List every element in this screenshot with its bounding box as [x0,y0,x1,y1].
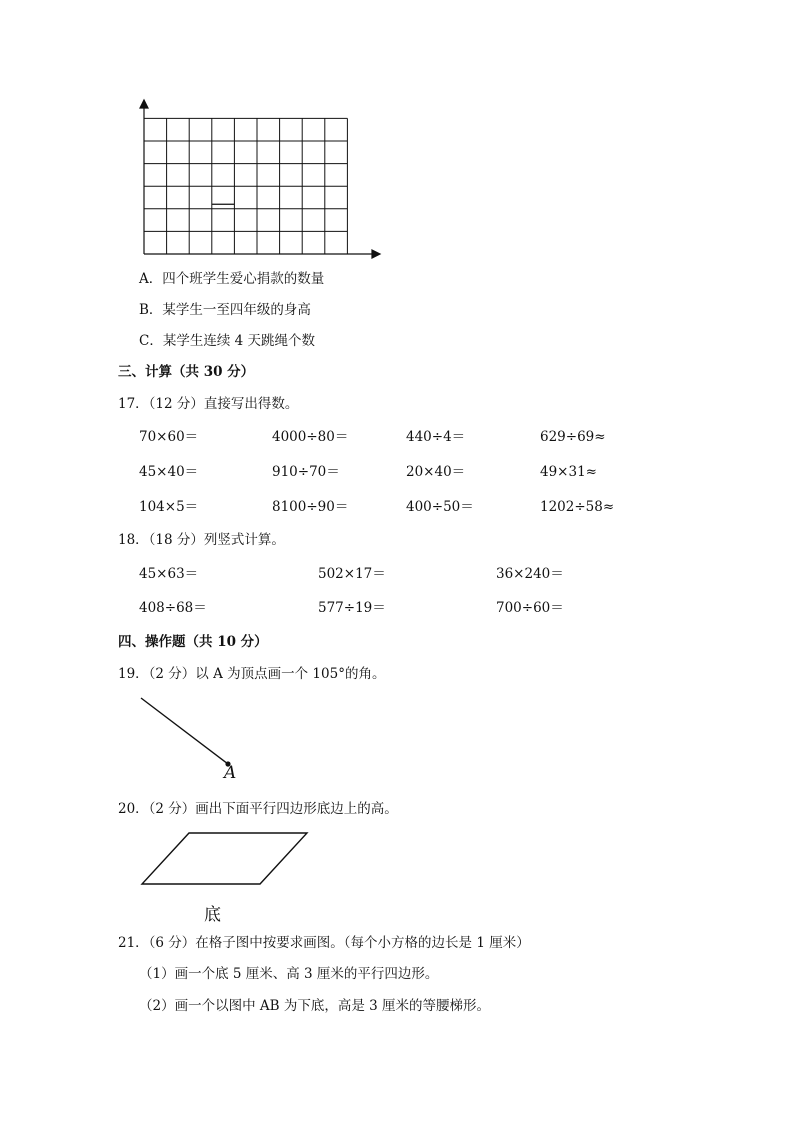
q17-cell: 70×60＝ [139,429,199,445]
q17-cell: 49×31≈ [540,464,597,480]
option-b: B．某学生一至四年级的身高 [139,302,311,318]
q18-cell: 408÷68＝ [139,600,207,616]
section4-heading: 四、操作题（共 10 分） [118,634,268,650]
section3-heading: 三、计算（共 30 分） [118,364,255,380]
q19-prompt: 19．（2 分）以 A 为顶点画一个 105°的角。 [118,666,386,682]
q18-cell: 700÷60＝ [496,600,564,616]
point-a-label: A [224,763,237,783]
q17-cell: 629÷69≈ [540,429,606,445]
q17-cell: 20×40＝ [406,464,466,480]
q18-prompt: 18．（18 分）列竖式计算。 [118,532,285,548]
q17-cell: 1202÷58≈ [540,499,615,515]
angle-ray [141,698,228,764]
q17-cell: 440÷4＝ [406,429,466,445]
x-axis-arrow [372,250,380,258]
q20-prompt: 20．（2 分）画出下面平行四边形底边上的高。 [118,801,398,817]
q17-cell: 4000÷80＝ [272,429,349,445]
q17-cell: 104×5＝ [139,499,199,515]
q21-part1: （1）画一个底 5 厘米、高 3 厘米的平行四边形。 [139,966,439,982]
q18-cell: 45×63＝ [139,566,199,582]
option-c: C．某学生连续 4 天跳绳个数 [139,333,316,349]
y-axis-arrow [140,100,148,108]
q17-prompt: 17．（12 分）直接写出得数。 [118,396,299,412]
q21-prompt: 21．（6 分）在格子图中按要求画图。（每个小方格的边长是 1 厘米） [118,935,530,951]
q18-cell: 36×240＝ [496,566,564,582]
q17-cell: 8100÷90＝ [272,499,349,515]
q18-cell: 577÷19＝ [318,600,386,616]
option-a: A．四个班学生爱心捐款的数量 [139,271,325,287]
q21-part2: （2）画一个以图中 AB 为下底，高是 3 厘米的等腰梯形。 [139,998,491,1014]
q18-cell: 502×17＝ [318,566,386,582]
q17-cell: 910÷70＝ [272,464,340,480]
q17-cell: 45×40＝ [139,464,199,480]
q17-cell: 400÷50＝ [406,499,474,515]
base-label: 底 [204,905,221,925]
parallelogram [142,833,307,884]
